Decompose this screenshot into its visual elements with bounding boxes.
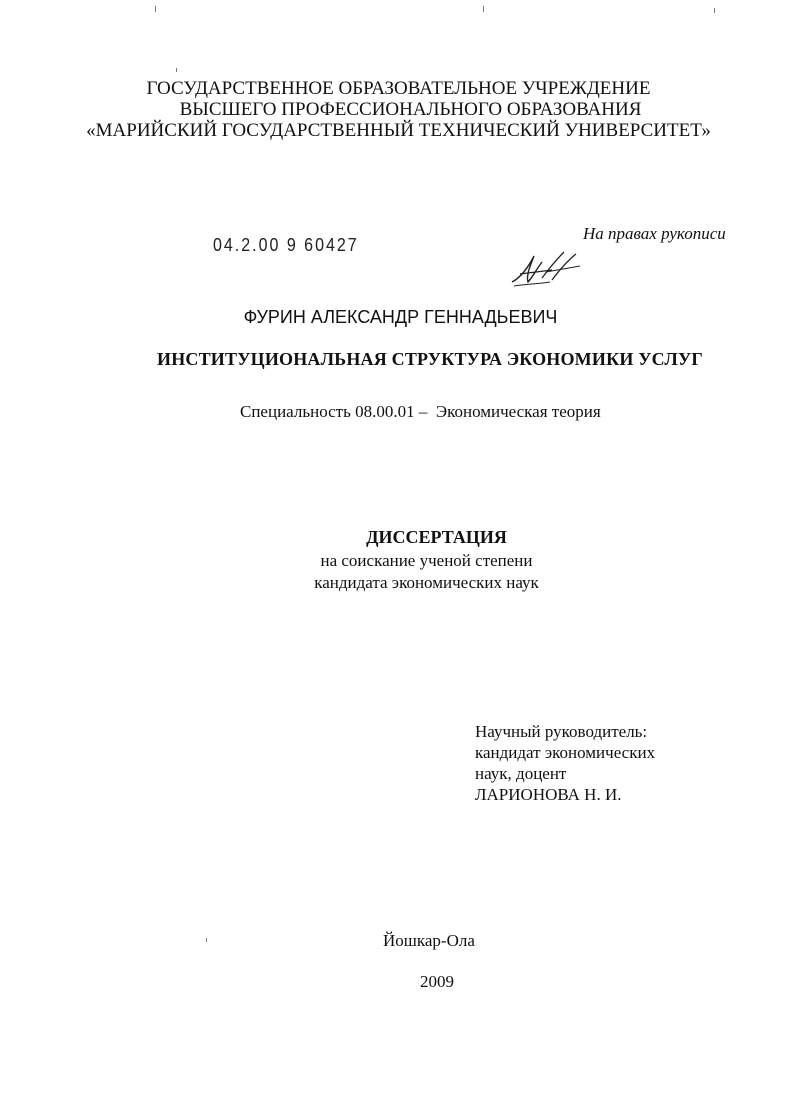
specialty: Специальность 08.00.01 – Экономическая теория (240, 402, 601, 421)
supervisor-label: Научный руководитель: (475, 722, 648, 741)
year: 2009 (420, 972, 454, 991)
institution-line-3: «МАРИЙСКИЙ ГОСУДАРСТВЕННЫЙ ТЕХНИЧЕСКИЙ УНИВЕРСИТЕТ» (86, 120, 711, 141)
manuscript-note: На правах рукописи (583, 224, 726, 243)
author-name: ФУРИН АЛЕКСАНДР ГЕННАДЬЕВИЧ (243, 307, 558, 327)
registration-code: 04.2.00 9 60427 (213, 236, 359, 256)
dissertation-degree-line-1: на соискание ученой степени (320, 551, 533, 570)
scan-mark (206, 938, 207, 942)
institution-line-1: ГОСУДАРСТВЕННОЕ ОБРАЗОВАТЕЛЬНОЕ УЧРЕЖДЕНИЕ (146, 78, 651, 99)
dissertation-degree-line-2: кандидата экономических наук (314, 573, 539, 592)
scan-mark (714, 8, 715, 13)
city: Йошкар-Ола (383, 931, 475, 950)
institution-line-2: ВЫСШЕГО ПРОФЕССИОНАЛЬНОГО ОБРАЗОВАНИЯ (179, 99, 642, 120)
supervisor-degree-1: кандидат экономических (475, 743, 656, 762)
dissertation-heading: ДИССЕРТАЦИЯ (366, 527, 507, 547)
dissertation-title: ИНСТИТУЦИОНАЛЬНАЯ СТРУКТУРА ЭКОНОМИКИ УСЛУГ (157, 349, 704, 369)
scan-mark (483, 6, 484, 12)
scan-mark (176, 68, 177, 72)
scan-mark (155, 6, 156, 12)
supervisor-degree-2: наук, доцент (475, 764, 567, 783)
supervisor-name: ЛАРИОНОВА Н. И. (475, 785, 622, 804)
signature (506, 248, 586, 290)
